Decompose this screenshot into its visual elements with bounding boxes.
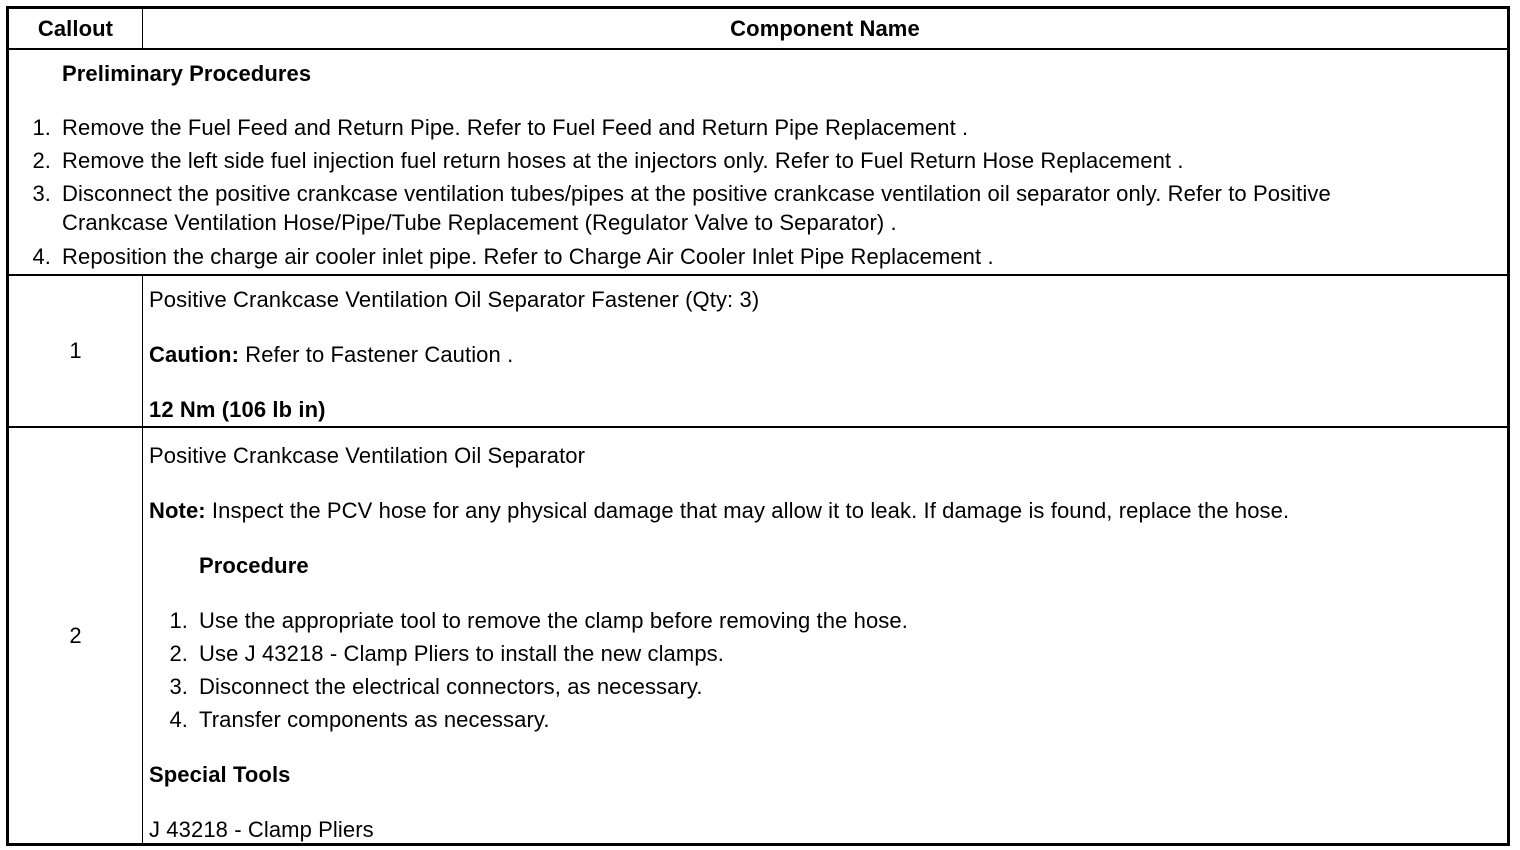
prelim-step-number: 3.	[32, 181, 51, 206]
procedure-step-number: 2.	[169, 641, 188, 666]
row-callout: 1	[9, 276, 143, 426]
row-callout: 2	[9, 428, 143, 843]
caution-text: Refer to Fastener Caution .	[239, 342, 514, 367]
table-row	[9, 276, 1507, 428]
procedure-title: Procedure	[199, 553, 309, 578]
prelim-step-text-line1: Disconnect the positive crankcase ventilation tubes/pipes at the positive crankcase ventilation oil separator only. Refer to Positive	[62, 181, 1331, 206]
procedure-step-number: 4.	[169, 707, 188, 732]
prelim-step-text: Remove the left side fuel injection fuel return hoses at the injectors only. Refer to Fuel Return Hose Replacement .	[62, 148, 1184, 173]
prelim-step-text-line2: Crankcase Ventilation Hose/Pipe/Tube Replacement (Regulator Valve to Separator) .	[62, 210, 897, 235]
component-table	[6, 6, 1510, 846]
table-header-row	[9, 9, 1507, 50]
preliminary-title: Preliminary Procedures	[62, 61, 312, 86]
torque-spec: 12 Nm (106 lb in)	[149, 397, 326, 422]
table-row	[9, 428, 1507, 843]
prelim-step-number: 4.	[32, 244, 51, 269]
prelim-step-text: Reposition the charge air cooler inlet pipe. Refer to Charge Air Cooler Inlet Pipe Replacement .	[62, 244, 994, 269]
header-component-name: Component Name	[730, 15, 920, 41]
prelim-step-number: 2.	[32, 148, 51, 173]
procedure-step-text: Transfer components as necessary.	[199, 707, 550, 732]
component-name: Positive Crankcase Ventilation Oil Separator Fastener (Qty: 3)	[149, 287, 760, 312]
note-line	[149, 498, 1289, 524]
caution-line	[149, 342, 513, 368]
prelim-step-text: Remove the Fuel Feed and Return Pipe. Refer to Fuel Feed and Return Pipe Replacement .	[62, 115, 969, 140]
preliminary-procedures-row	[9, 50, 1507, 276]
procedure-step-text: Use the appropriate tool to remove the clamp before removing the hose.	[199, 608, 908, 633]
row-component-cell	[143, 428, 1507, 843]
component-name: Positive Crankcase Ventilation Oil Separator	[149, 443, 586, 468]
special-tools-item: J 43218 - Clamp Pliers	[149, 817, 374, 842]
note-label: Note:	[149, 498, 206, 523]
procedure-step-number: 3.	[169, 674, 188, 699]
special-tools-title: Special Tools	[149, 762, 291, 787]
caution-label: Caution:	[149, 342, 240, 367]
procedure-step-text: Use J 43218 - Clamp Pliers to install the new clamps.	[199, 641, 724, 666]
prelim-step-number: 1.	[32, 115, 51, 140]
header-callout: Callout	[9, 9, 143, 48]
row-component-cell	[143, 276, 1507, 426]
procedure-step-text: Disconnect the electrical connectors, as necessary.	[199, 674, 703, 699]
note-text: Inspect the PCV hose for any physical damage that may allow it to leak. If damage is found, replace the hose.	[205, 498, 1290, 523]
procedure-step-number: 1.	[169, 608, 188, 633]
